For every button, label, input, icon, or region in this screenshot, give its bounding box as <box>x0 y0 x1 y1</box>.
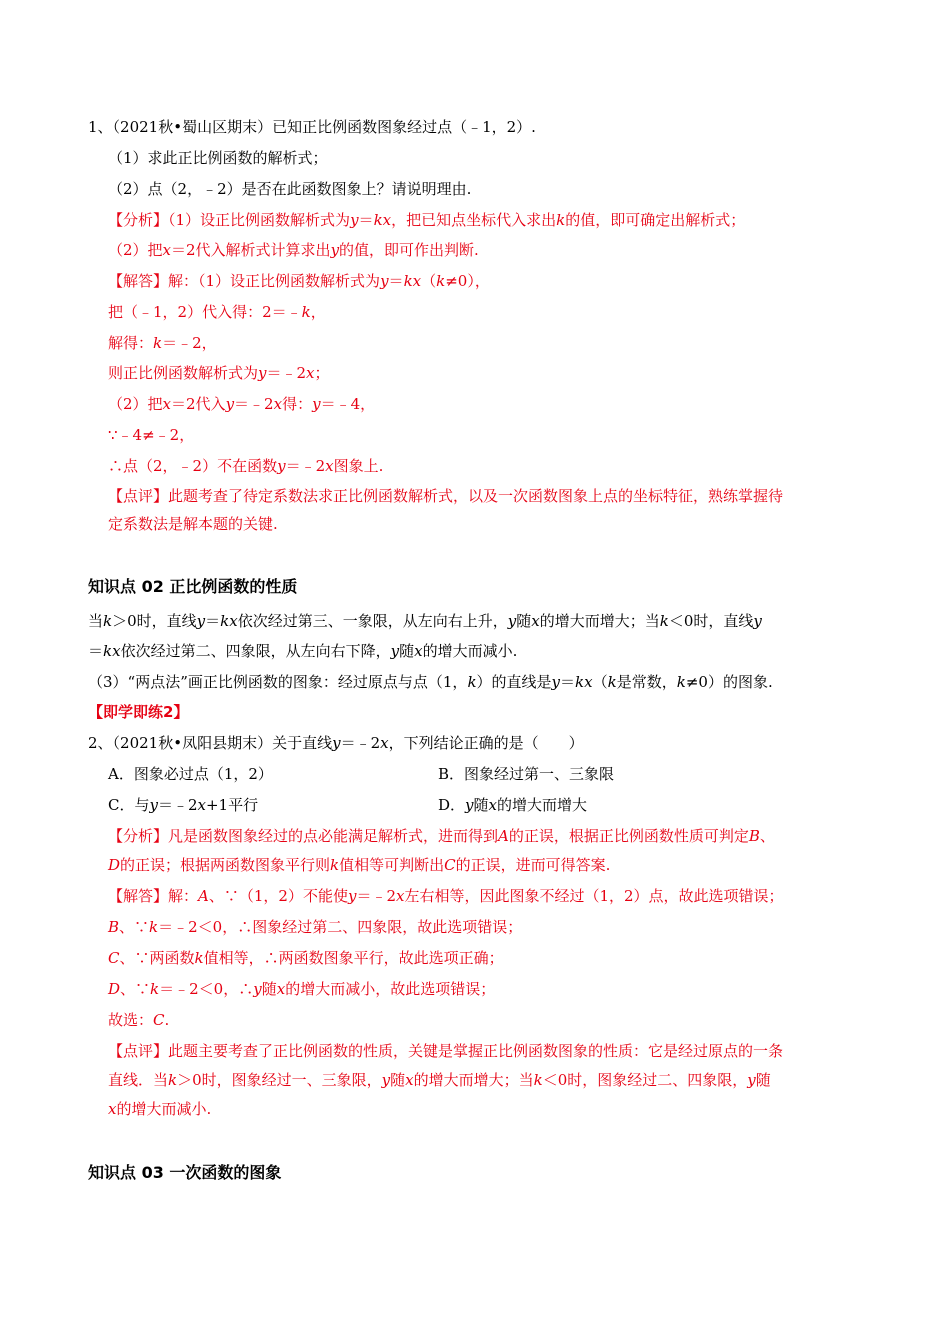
q1-answer-line2: 把（﹣1，2）代入得：2＝﹣k， <box>108 303 326 321</box>
q1-answer-line3: 解得：k＝﹣2， <box>108 334 217 352</box>
q1-analysis-line2: （2）把x＝2代入解析式计算求出y的值，即可作出判断. <box>108 241 479 259</box>
q1-comment-line1: 【点评】此题考查了待定系数法求正比例函数解析式，以及一次函数图象上点的坐标特征，熟练掌握待 <box>108 487 784 505</box>
q2-option-c: C．与y＝﹣2x+1平行 <box>108 796 259 814</box>
kp03-title: 知识点 03 一次函数的图象 <box>88 1163 282 1182</box>
q2-answer-line1: 【解答】解：A、∵（1，2）不能使y＝﹣2x左右相等，因此图象不经过（1，2）点，故此选项错误； <box>108 887 784 905</box>
kp02-line2: ＝kx依次经过第二、四象限，从左向右下降，y随x的增大而减小. <box>88 642 518 660</box>
q1-answer-line5: （2）把x＝2代入y＝﹣2x得：y＝﹣4， <box>108 395 376 413</box>
q2-option-d: D．y随x的增大而增大 <box>438 796 588 814</box>
q1-answer-line6: ∵﹣4≠﹣2， <box>108 426 195 444</box>
q1-part1: （1）求此正比例函数的解析式； <box>108 149 328 167</box>
kp02-line3: （3）“两点法”画正比例函数的图象：经过原点与点（1，k）的直线是y＝kx（k是常数，k≠0）的图象. <box>88 673 773 691</box>
q1-comment-line2: 定系数法是解本题的关键. <box>108 515 278 533</box>
q1-stem: 1、（2021秋•蜀山区期末）已知正比例函数图象经过点（﹣1，2）. <box>88 118 536 136</box>
kp02-title: 知识点 02 正比例函数的性质 <box>88 577 298 596</box>
q2-answer-line3: C、∵两函数k值相等，∴两函数图象平行，故此选项正确； <box>108 949 504 967</box>
q2-analysis-line2: D的正误；根据两函数图象平行则k值相等可判断出C的正误，进而可得答案. <box>108 856 611 874</box>
q2-option-a: A．图象必过点（1，2） <box>108 765 273 783</box>
q1-answer-line4: 则正比例函数解析式为y＝﹣2x； <box>108 364 330 382</box>
q1-analysis-line1: 【分析】（1）设正比例函数解析式为y＝kx，把已知点坐标代入求出k的值，即可确定出解析式； <box>108 211 746 229</box>
q1-part2: （2）点（2，﹣2）是否在此函数图象上？请说明理由. <box>108 180 472 198</box>
kp02-line1: 当k＞0时，直线y＝kx依次经过第三、一象限，从左向右上升，y随x的增大而增大；当k＜0时，直线y <box>88 612 762 630</box>
q2-answer-line2: B、∵k＝﹣2＜0，∴图象经过第二、四象限，故此选项错误； <box>108 918 523 936</box>
q2-option-b: B．图象经过第一、三象限 <box>438 765 615 783</box>
q2-comment-line1: 【点评】此题主要考查了正比例函数的性质，关键是掌握正比例函数图象的性质：它是经过原点的一条 <box>108 1042 784 1060</box>
q2-comment-line2: 直线．当k＞0时，图象经过一、三象限，y随x的增大而增大；当k＜0时，图象经过二、四象限，y随 <box>108 1071 771 1089</box>
q1-answer-line1: 【解答】解：（1）设正比例函数解析式为y＝kx（k≠0）， <box>108 272 490 290</box>
q2-stem: 2、（2021秋•凤阳县期末）关于直线y＝﹣2x，下列结论正确的是（ ） <box>88 734 584 752</box>
q2-comment-line3: x的增大而减小. <box>108 1100 212 1118</box>
q2-answer-line4: D、∵k＝﹣2＜0，∴y随x的增大而减小，故此选项错误； <box>108 980 496 998</box>
q2-answer-line5: 故选：C. <box>108 1011 170 1029</box>
q2-analysis-line1: 【分析】凡是函数图象经过的点必能满足解析式，进而得到A的正误，根据正比例函数性质可判定B、 <box>108 827 775 845</box>
practice-label: 【即学即练2】 <box>88 703 189 721</box>
q1-answer-line7: ∴点（2，﹣2）不在函数y＝﹣2x图象上. <box>108 457 384 475</box>
